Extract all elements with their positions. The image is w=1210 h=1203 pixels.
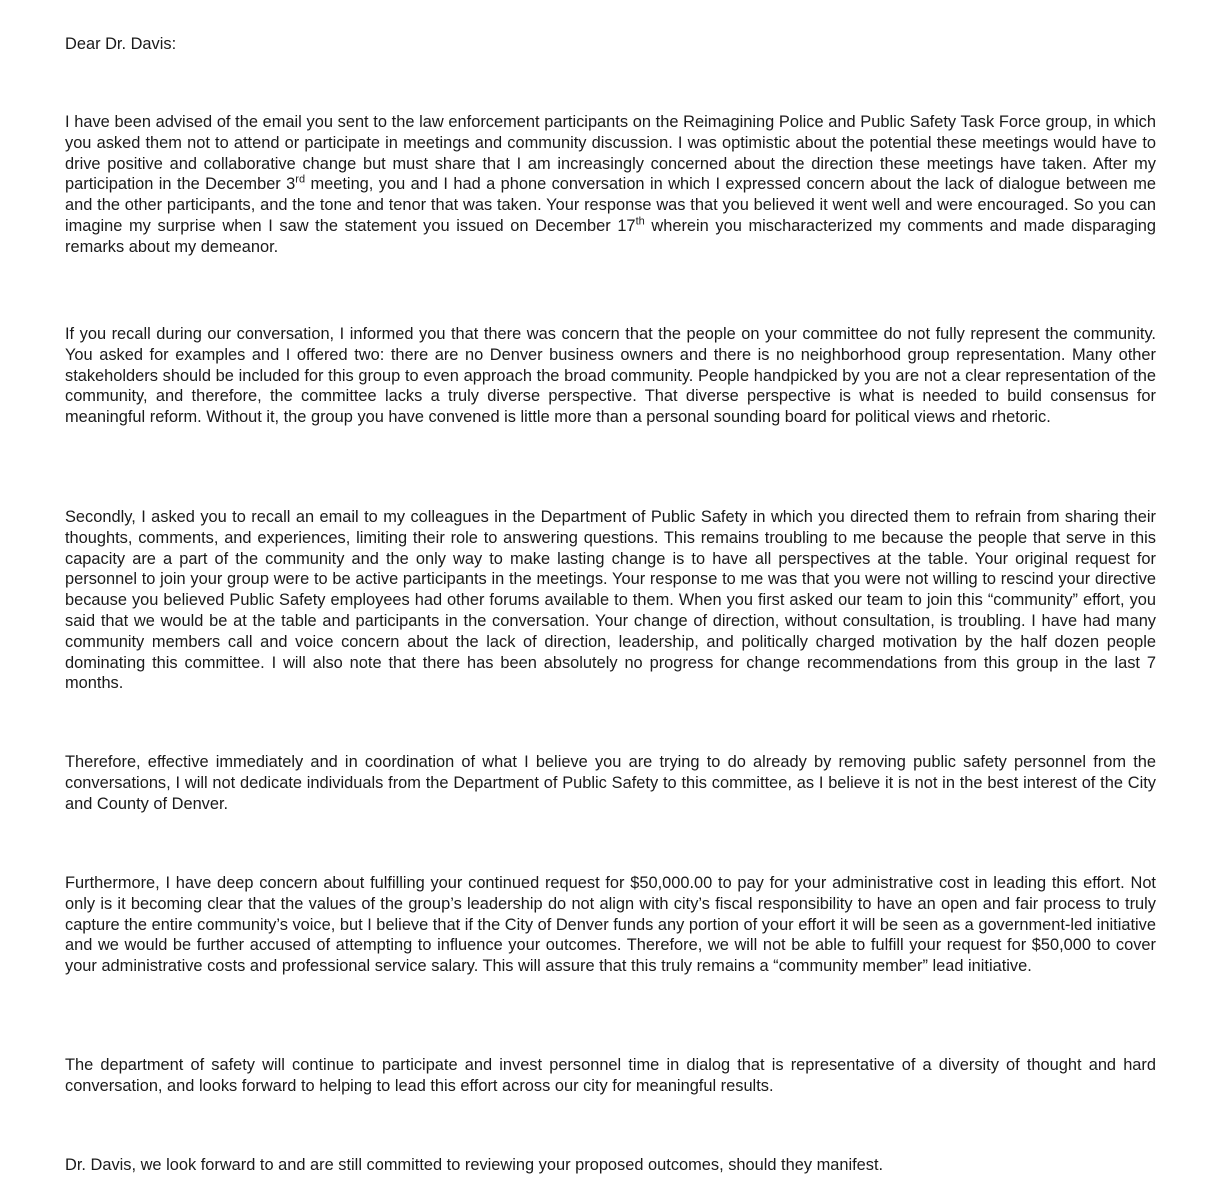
paragraph-withdraw-personnel: Therefore, effective immediately and in coordination of what I believe you are trying to do already by removing public safety personnel from the conversations, I will not dedicate individuals from the Department of Public Safety to this committee, as I believe it is not in the best interest of the City and County of Denver. xyxy=(65,753,1156,813)
ordinal-suffix: rd xyxy=(295,173,306,186)
paragraph-public-safety-directive: Secondly, I asked you to recall an email to my colleagues in the Department of Public Safety in which you directed them to refrain from sharing their thoughts, comments, and experiences, limiting their role to answering questions. This remains troubling to me because the people that serve in this capacity are a part of the community and the only way to make lasting change is to have all perspectives at the table. Your original request for personnel to join your group were to be active participants in the meetings. Your response to me was that you were not willing to rescind your directive because you believed Public Safety employees had other forums available to them. When you first asked our team to join this “community” effort, you said that we would be at the table and participants in the conversation. Your change of direction, without consultation, is troubling. I have had many community members call and voice concern about the lack of direction, leadership, and politically charged motivation by the half dozen people dominating this committee. I will also note that there has been absolutely no progress for change recommendations from this group in the last 7 months. xyxy=(65,508,1156,693)
closing-line: Dr. Davis, we look forward to and are still committed to reviewing your proposed outcomes, should they manifest. xyxy=(65,1156,884,1174)
ordinal-suffix: th xyxy=(635,215,645,228)
paragraph-text: I have been advised of the email you sent to the law enforcement participants on the Reimagining Police and Public Safety Task Force group, in which you asked them not to attend or participate in meetings and community discussion. I was optimistic about the potential these meetings would have to drive positive and collaborative change but must share that I am increasingly concerned about the direction these meetings have taken. After my participation in the December 3 xyxy=(65,113,1156,194)
paragraph-continued-participation: The department of safety will continue to participate and invest personnel time in dialog that is representative of a diversity of thought and hard conversation, and looks forward to helping to lead this effort across our city for meaningful results. xyxy=(65,1056,1156,1095)
paragraph-text: meeting, you and I had a phone conversation in which I expressed concern about the lack of dialogue between me and the other participants, and the tone and tenor that was taken. Your response was that you believed it went well and were encouraged. So you can imagine my surprise when I saw the statement you issued on December 17 xyxy=(65,175,1156,235)
paragraph-text: wherein you mischaracterized my comments and made disparaging remarks about my demeanor. xyxy=(65,216,1156,256)
paragraph-committee-representation: If you recall during our conversation, I informed you that there was concern that the people on your committee do not fully represent the community. You asked for examples and I offered two: there are no Denver business owners and there is no neighborhood group representation. Many other stakeholders should be included for this group to even approach the broad community. People handpicked by you are not a clear representation of the community, and therefore, the committee lacks a truly diverse perspective. That diverse perspective is what is needed to build consensus for meaningful reform. Without it, the group you have convened is little more than a personal sounding board for political views and rhetoric. xyxy=(65,325,1156,427)
paragraph-task-force-email xyxy=(65,112,1156,258)
paragraph-funding-request: Furthermore, I have deep concern about fulfilling your continued request for $50,000.00 to pay for your administrative cost in leading this effort. Not only is it becoming clear that the values of the group’s leadership do not align with city’s fiscal responsibility to have an open and fair process to truly capture the entire community’s voice, but I believe that if the City of Denver funds any portion of your effort it will be seen as a government-led initiative and we would be further accused of attempting to influence your outcomes. Therefore, we will not be able to fulfill your request for $50,000 to cover your administrative costs and professional service salary. This will assure that this truly remains a “community member” lead initiative. xyxy=(65,874,1156,976)
salutation: Dear Dr. Davis: xyxy=(65,35,177,53)
